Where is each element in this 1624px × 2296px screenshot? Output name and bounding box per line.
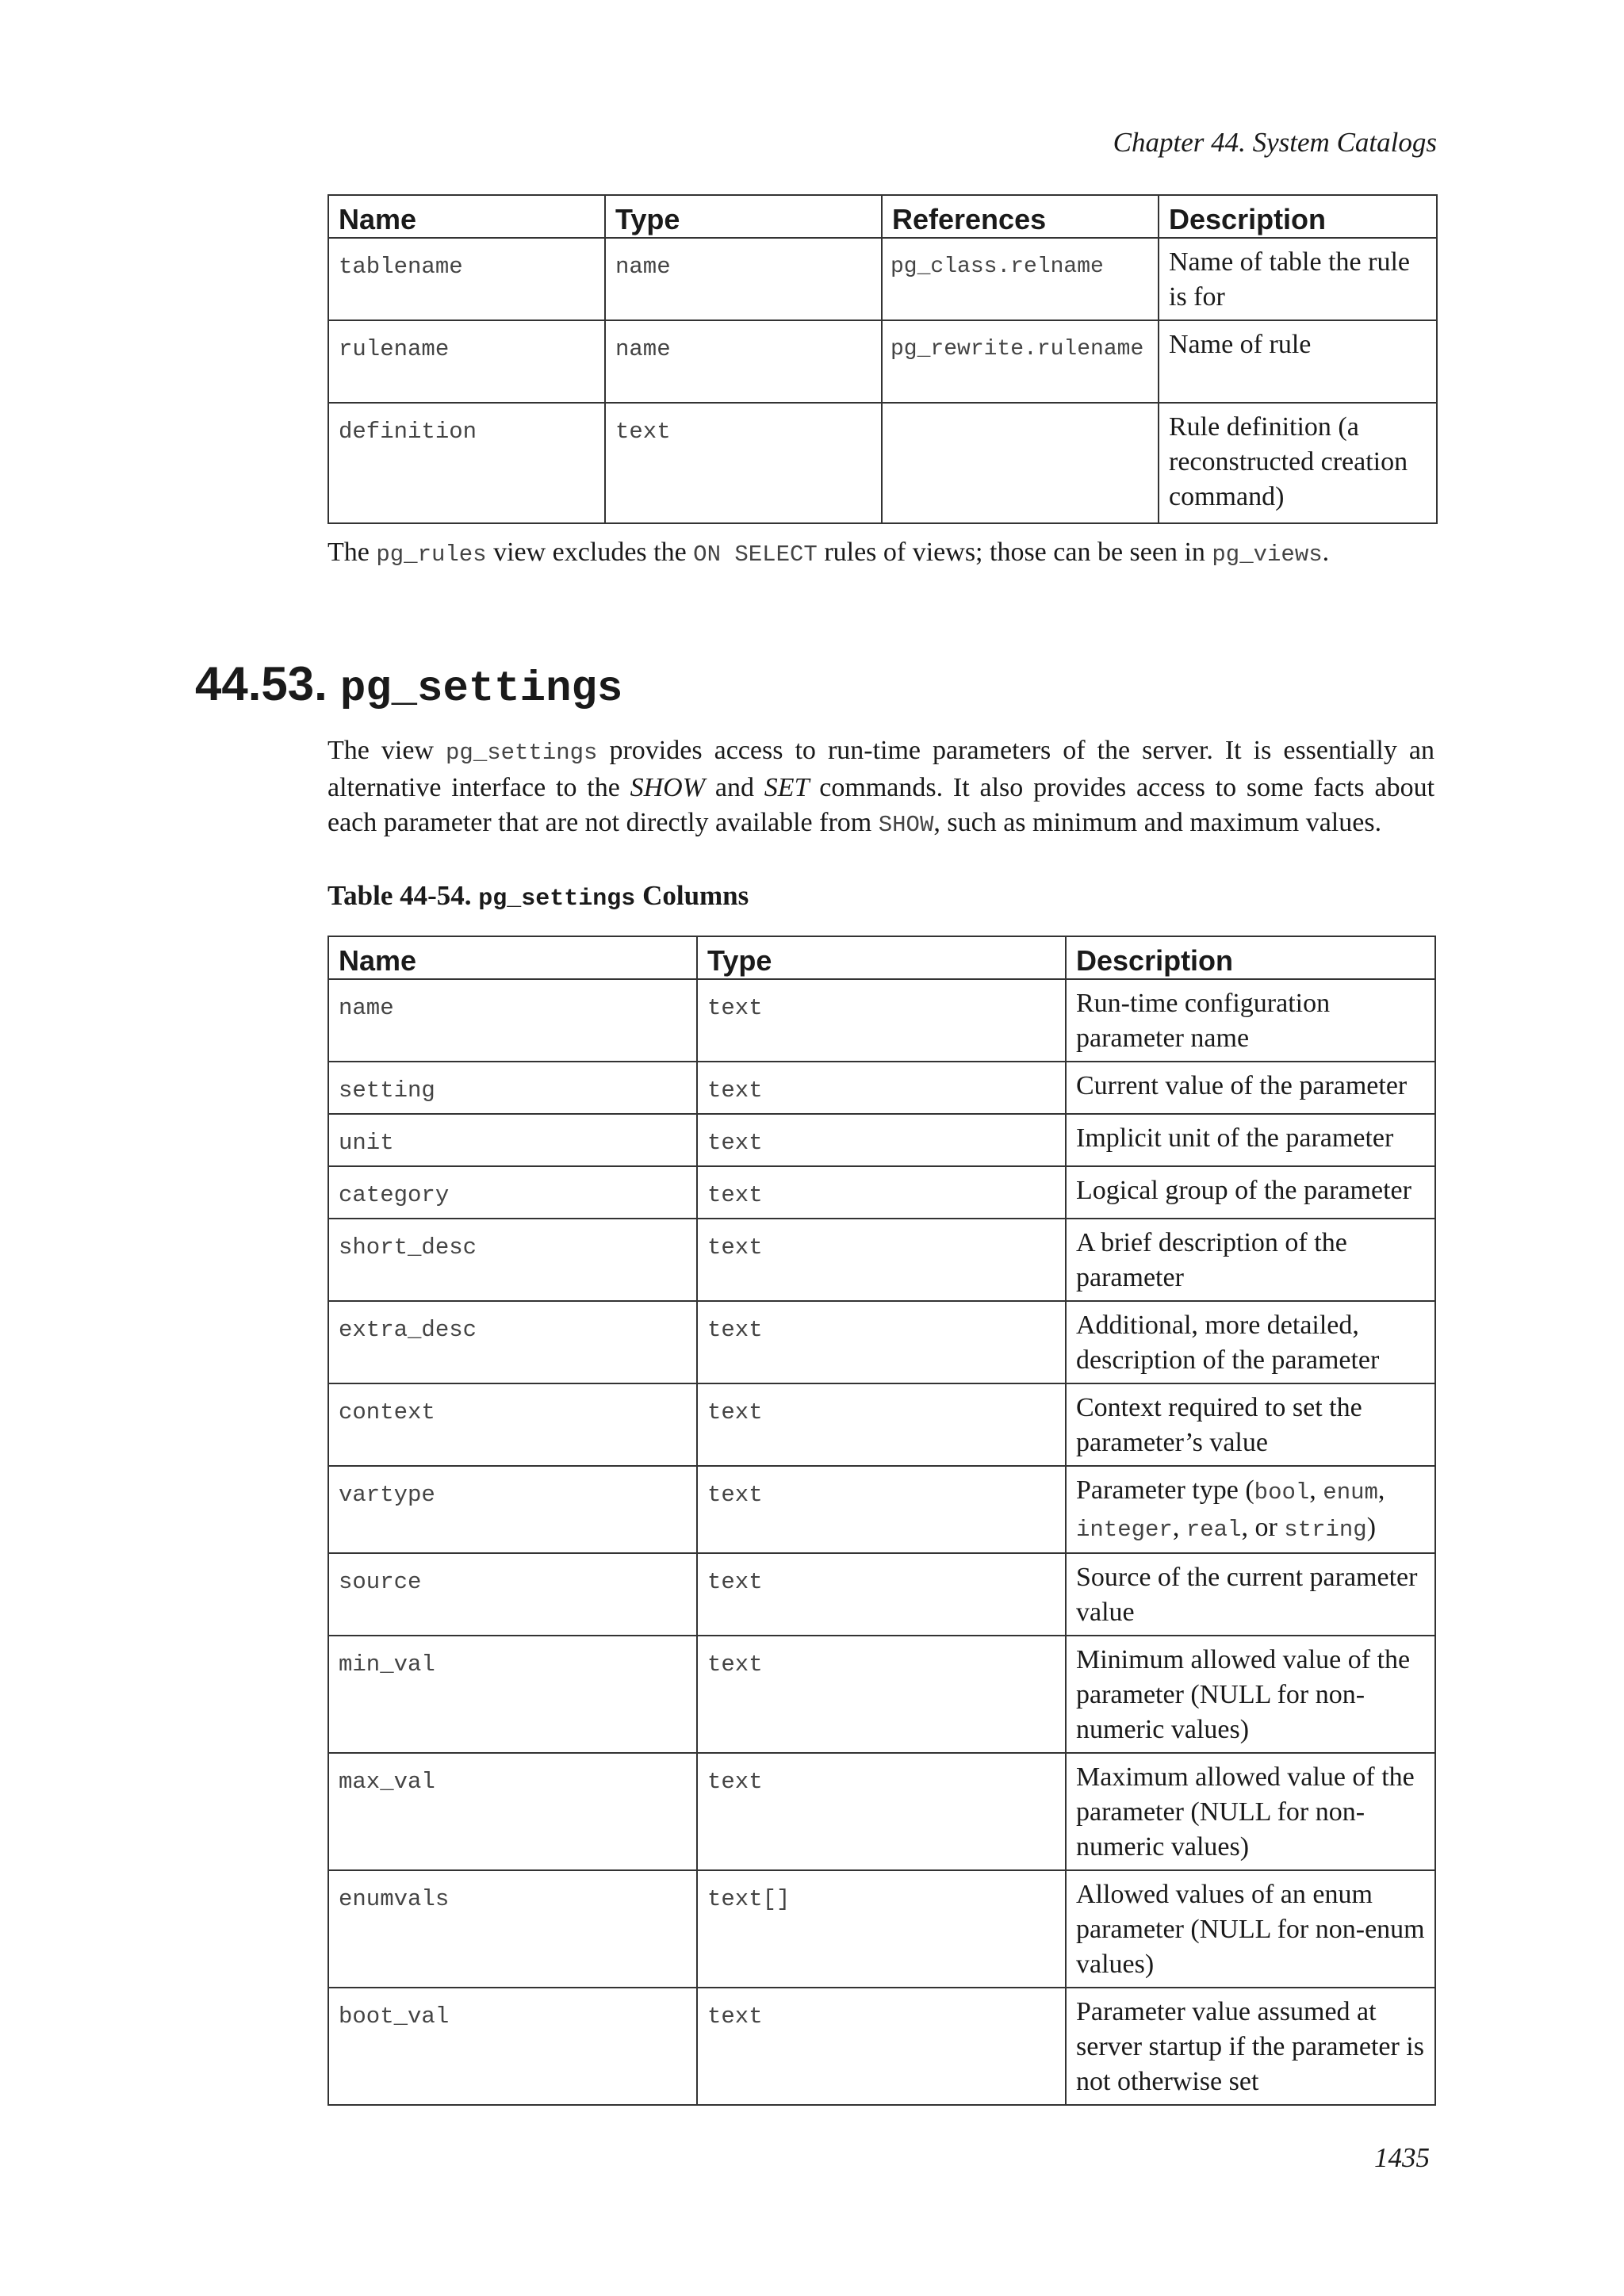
- page-number: 1435: [1374, 2142, 1430, 2173]
- inline-code: SHOW: [878, 812, 934, 838]
- column-name-cell: extra_desc: [328, 1301, 697, 1383]
- column-description-cell: Name of table the rule is for: [1159, 238, 1437, 320]
- inline-code: pg_settings: [446, 740, 598, 766]
- table-row: [328, 1870, 1435, 1988]
- column-type-cell: text: [605, 403, 882, 523]
- inline-code: pg_rules: [376, 541, 487, 568]
- table-row: [328, 1553, 1435, 1636]
- column-description-cell: Parameter type (bool, enum, integer, real, or string): [1066, 1466, 1435, 1553]
- inline-code: bool: [1254, 1479, 1310, 1506]
- column-name-cell: boot_val: [328, 1988, 697, 2105]
- table-row: [328, 979, 1435, 1062]
- table-row: [328, 1753, 1435, 1870]
- column-type-cell: text[]: [697, 1870, 1066, 1988]
- column-name-cell: min_val: [328, 1636, 697, 1753]
- column-name-cell: context: [328, 1383, 697, 1466]
- column-name-cell: enumvals: [328, 1870, 697, 1988]
- running-header: Chapter 44. System Catalogs: [1113, 127, 1437, 158]
- emphasis-show: SHOW: [630, 773, 706, 802]
- section-number: 44.53.: [195, 657, 327, 710]
- column-references-cell: pg_class.relname: [882, 238, 1159, 320]
- column-references-cell: pg_rewrite.rulename: [882, 320, 1159, 403]
- pg-settings-intro-paragraph: The view pg_settings provides access to run-time parameters of the server. It is essentially an alternative interface to the SHOW and SET commands. It also provides access to some facts about each parameter that are not directly available from SHOW, such as minimum and maximum values.: [327, 736, 1435, 838]
- table-row: [328, 1114, 1435, 1166]
- inline-code: string: [1284, 1516, 1367, 1543]
- table-row: [328, 1301, 1435, 1383]
- column-references-cell: [882, 403, 1159, 523]
- column-description-cell: Maximum allowed value of the parameter (NULL for non-numeric values): [1066, 1753, 1435, 1870]
- table-header-row: [328, 195, 1437, 238]
- column-type-cell: text: [697, 1753, 1066, 1870]
- inline-code: pg_views: [1212, 541, 1323, 568]
- column-description-cell: Rule definition (a reconstructed creation command): [1159, 403, 1437, 523]
- column-name-cell: short_desc: [328, 1219, 697, 1301]
- column-name-cell: max_val: [328, 1753, 697, 1870]
- column-type-cell: name: [605, 238, 882, 320]
- table-row: [328, 1988, 1435, 2105]
- column-name-cell: category: [328, 1166, 697, 1219]
- column-name-cell: name: [328, 979, 697, 1062]
- column-type-cell: text: [697, 1114, 1066, 1166]
- pg-rules-columns-table: [327, 194, 1438, 524]
- table-row: [328, 1219, 1435, 1301]
- column-description-cell: Parameter value assumed at server startup if the parameter is not otherwise set: [1066, 1988, 1435, 2105]
- table-row: [328, 1636, 1435, 1753]
- inline-code: integer: [1076, 1516, 1173, 1543]
- table-row: [328, 1466, 1435, 1553]
- inline-code: real: [1185, 1516, 1242, 1543]
- column-type-cell: text: [697, 1301, 1066, 1383]
- column-type-cell: text: [697, 1988, 1066, 2105]
- table-row: [328, 403, 1437, 523]
- table-row: [328, 1062, 1435, 1114]
- column-header-description: Description: [1066, 936, 1435, 979]
- column-name-cell: source: [328, 1553, 697, 1636]
- pg-rules-note-paragraph: The pg_rules view excludes the ON SELECT rules of views; those can be seen in pg_views.: [327, 538, 1330, 568]
- column-type-cell: text: [697, 1553, 1066, 1636]
- table-row: [328, 1166, 1435, 1219]
- column-header-name: Name: [328, 936, 697, 979]
- column-description-cell: Context required to set the parameter’s value: [1066, 1383, 1435, 1466]
- table-row: [328, 1383, 1435, 1466]
- inline-code: enum: [1323, 1479, 1378, 1506]
- table-caption: Table 44-54. pg_settings Columns: [327, 880, 749, 913]
- column-header-description: Description: [1159, 195, 1437, 238]
- column-header-type: Type: [605, 195, 882, 238]
- table-row: [328, 238, 1437, 320]
- column-name-cell: definition: [328, 403, 605, 523]
- table-row: [328, 320, 1437, 403]
- column-name-cell: rulename: [328, 320, 605, 403]
- column-description-cell: Additional, more detailed, description of the parameter: [1066, 1301, 1435, 1383]
- emphasis-set: SET: [764, 773, 810, 802]
- column-name-cell: vartype: [328, 1466, 697, 1553]
- table-header-row: [328, 936, 1435, 979]
- column-description-cell: Current value of the parameter: [1066, 1062, 1435, 1114]
- column-type-cell: name: [605, 320, 882, 403]
- column-type-cell: text: [697, 1062, 1066, 1114]
- column-description-cell: Run-time configuration parameter name: [1066, 979, 1435, 1062]
- column-header-name: Name: [328, 195, 605, 238]
- column-type-cell: text: [697, 1636, 1066, 1753]
- inline-code: ON SELECT: [693, 541, 818, 568]
- column-type-cell: text: [697, 1219, 1066, 1301]
- column-type-cell: text: [697, 979, 1066, 1062]
- section-title: pg_settings: [339, 665, 623, 714]
- section-heading: [195, 656, 622, 714]
- column-description-cell: Logical group of the parameter: [1066, 1166, 1435, 1219]
- column-description-cell: Name of rule: [1159, 320, 1437, 403]
- column-description-cell: Minimum allowed value of the parameter (NULL for non-numeric values): [1066, 1636, 1435, 1753]
- column-header-references: References: [882, 195, 1159, 238]
- column-description-cell: Implicit unit of the parameter: [1066, 1114, 1435, 1166]
- column-description-cell: Allowed values of an enum parameter (NULL for non-enum values): [1066, 1870, 1435, 1988]
- column-description-cell: Source of the current parameter value: [1066, 1553, 1435, 1636]
- column-name-cell: setting: [328, 1062, 697, 1114]
- column-name-cell: unit: [328, 1114, 697, 1166]
- column-type-cell: text: [697, 1166, 1066, 1219]
- column-header-type: Type: [697, 936, 1066, 979]
- column-type-cell: text: [697, 1466, 1066, 1553]
- column-type-cell: text: [697, 1383, 1066, 1466]
- column-name-cell: tablename: [328, 238, 605, 320]
- column-description-cell: A brief description of the parameter: [1066, 1219, 1435, 1301]
- pg-settings-columns-table: [327, 936, 1436, 2106]
